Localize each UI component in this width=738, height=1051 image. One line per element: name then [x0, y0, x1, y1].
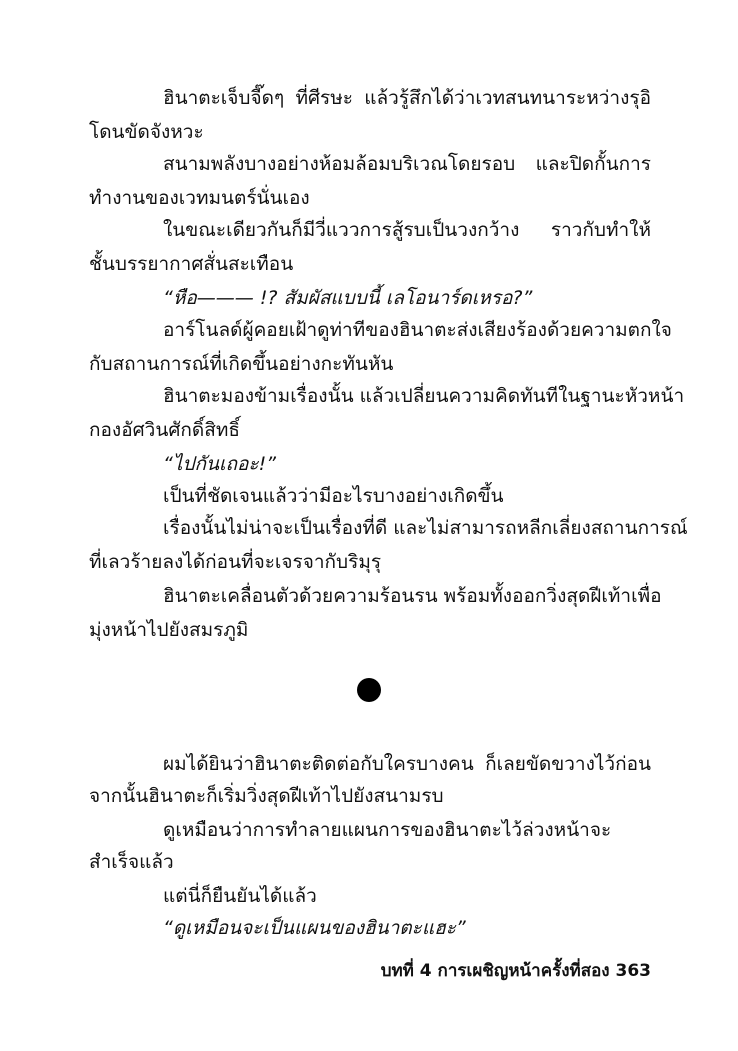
paragraph-6-line-2: กองอัศวินศักดิ์สิทธิ์ [89, 419, 240, 441]
paragraph-10-line-1: ฮินาตะเคลื่อนตัวด้วยความร้อนรน พร้อมทั้งออกวิ่งสุดฝีเท้าเพื่อ [163, 585, 662, 607]
paragraph-11-line-2: จากนั้นฮินาตะก็เริ่มวิ่งสุดฝีเท้าไปยังสนามรบ [89, 785, 444, 807]
paragraph-2-line-2: ทำงานของเวทมนตร์นั่นเอง [89, 187, 310, 209]
paragraph-9-line-1: เรื่องนั้นไม่น่าจะเป็นเรื่องที่ดี และไม่สามารถหลีกเลี่ยงสถานการณ์ [163, 517, 688, 539]
dialogue-line-1: “หือ——— !? สัมผัสแบบนี้ เลโอนาร์ดเหรอ?” [163, 287, 533, 309]
paragraph-8-line-1: เป็นที่ชัดเจนแล้วว่ามีอะไรบางอย่างเกิดขึ้น [163, 485, 504, 507]
paragraph-2-line-1: สนามพลังบางอย่างห้อมล้อมบริเวณโดยรอบ และปิดกั้นการ [163, 153, 651, 175]
paragraph-3-line-1: ในขณะเดียวกันก็มีวี่แววการสู้รบเป็นวงกว้าง ราวกับทำให้ [163, 219, 651, 241]
paragraph-3-line-2: ชั้นบรรยากาศสั่นสะเทือน [89, 253, 294, 275]
section-break-dot [357, 678, 381, 702]
dialogue-line-3: “ดูเหมือนจะเป็นแผนของฮินาตะแฮะ” [163, 917, 466, 939]
dialogue-line-2: “ไปกันเถอะ!” [163, 453, 277, 475]
paragraph-10-line-2: มุ่งหน้าไปยังสมรภูมิ [89, 619, 249, 641]
paragraph-9-line-2: ที่เลวร้ายลงได้ก่อนที่จะเจรจากับริมุรุ [89, 551, 382, 573]
paragraph-6-line-1: ฮินาตะมองข้ามเรื่องนั้น แล้วเปลี่ยนความคิดทันทีในฐานะหัวหน้า [163, 385, 685, 407]
paragraph-5-line-1: อาร์โนลด์ผู้คอยเฝ้าดูท่าทีของฮินาตะส่งเสียงร้องด้วยความตกใจ [163, 319, 672, 341]
paragraph-1-line-1: ฮินาตะเจ็บจี๊ดๆ ที่ศีรษะ แล้วรู้สึกได้ว่าเวทสนทนาระหว่างรุอิ [163, 87, 651, 109]
page-footer: บทที่ 4 การเผชิญหน้าครั้งที่สอง 363 [380, 961, 651, 981]
paragraph-5-line-2: กับสถานการณ์ที่เกิดขึ้นอย่างกะทันหัน [89, 353, 394, 375]
paragraph-13-line-1: แต่นี่ก็ยืนยันได้แล้ว [163, 885, 317, 907]
paragraph-1-line-2: โดนขัดจังหวะ [89, 121, 204, 143]
paragraph-12-line-2: สำเร็จแล้ว [89, 851, 174, 873]
paragraph-11-line-1: ผมได้ยินว่าฮินาตะติดต่อกับใครบางคน ก็เลยขัดขวางไว้ก่อน [163, 753, 651, 775]
paragraph-12-line-1: ดูเหมือนว่าการทำลายแผนการของฮินาตะไว้ล่วงหน้าจะ [163, 819, 612, 841]
